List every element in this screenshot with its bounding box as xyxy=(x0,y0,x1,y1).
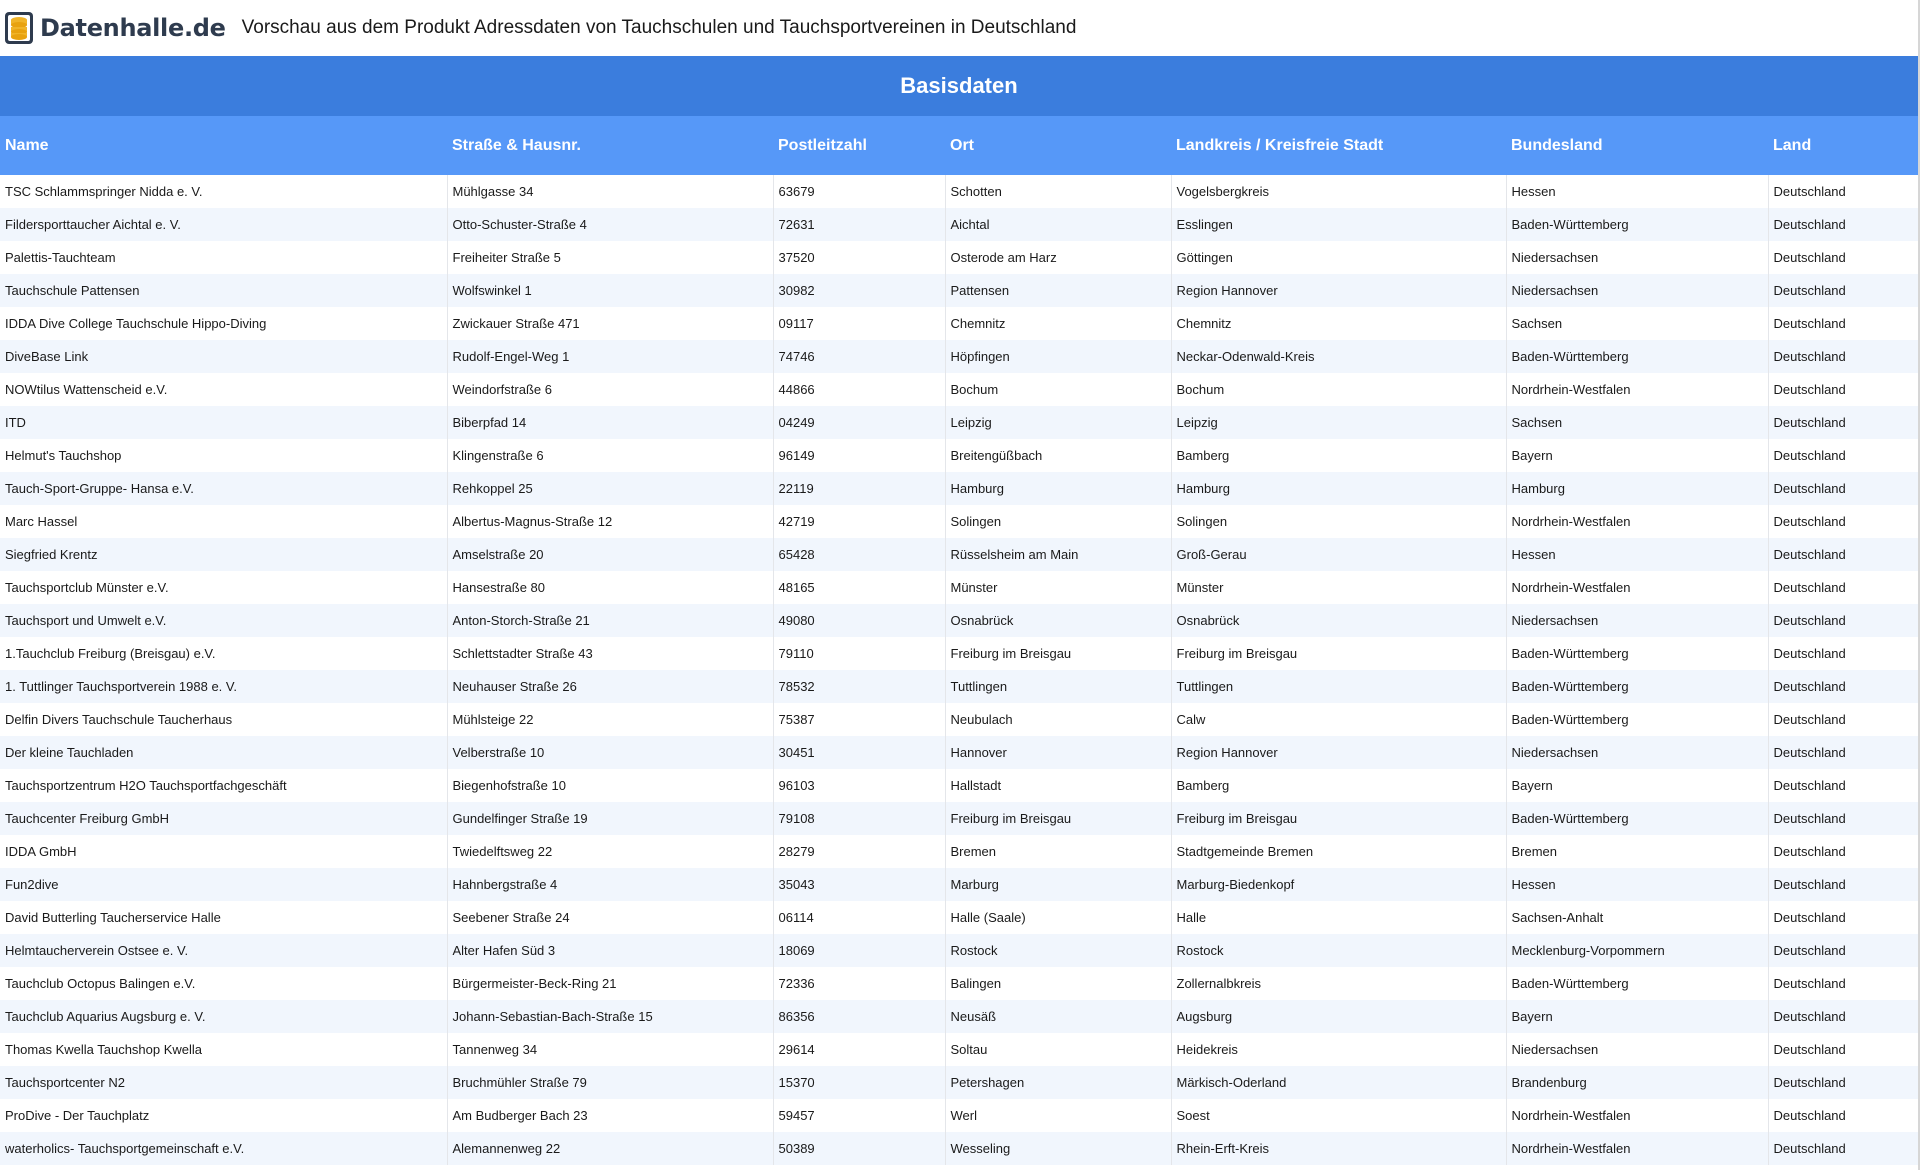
cell-district: Groß-Gerau xyxy=(1171,538,1506,571)
table-row xyxy=(0,208,1918,241)
cell-street: Velberstraße 10 xyxy=(447,736,773,769)
cell-state: Hamburg xyxy=(1506,472,1768,505)
cell-country: Deutschland xyxy=(1768,604,1918,637)
cell-state: Niedersachsen xyxy=(1506,274,1768,307)
cell-city: Werl xyxy=(945,1099,1171,1132)
cell-state: Baden-Württemberg xyxy=(1506,670,1768,703)
cell-state: Bayern xyxy=(1506,769,1768,802)
cell-country: Deutschland xyxy=(1768,340,1918,373)
table-row xyxy=(0,1033,1918,1066)
cell-state: Baden-Württemberg xyxy=(1506,637,1768,670)
cell-country: Deutschland xyxy=(1768,703,1918,736)
cell-postal-code: 65428 xyxy=(773,538,945,571)
cell-name: Tauchclub Aquarius Augsburg e. V. xyxy=(0,1000,447,1033)
cell-name: DiveBase Link xyxy=(0,340,447,373)
cell-street: Albertus-Magnus-Straße 12 xyxy=(447,505,773,538)
cell-district: Calw xyxy=(1171,703,1506,736)
cell-country: Deutschland xyxy=(1768,736,1918,769)
cell-city: Rostock xyxy=(945,934,1171,967)
cell-street: Freiheiter Straße 5 xyxy=(447,241,773,274)
cell-state: Nordrhein-Westfalen xyxy=(1506,1099,1768,1132)
cell-state: Niedersachsen xyxy=(1506,736,1768,769)
cell-country: Deutschland xyxy=(1768,208,1918,241)
cell-country: Deutschland xyxy=(1768,1000,1918,1033)
cell-city: Pattensen xyxy=(945,274,1171,307)
cell-state: Hessen xyxy=(1506,868,1768,901)
column-header-name: Name xyxy=(0,116,447,175)
cell-state: Sachsen-Anhalt xyxy=(1506,901,1768,934)
cell-district: Freiburg im Breisgau xyxy=(1171,802,1506,835)
cell-postal-code: 75387 xyxy=(773,703,945,736)
cell-district: Bamberg xyxy=(1171,439,1506,472)
cell-name: Der kleine Tauchladen xyxy=(0,736,447,769)
cell-country: Deutschland xyxy=(1768,967,1918,1000)
cell-state: Sachsen xyxy=(1506,406,1768,439)
column-header-country: Land xyxy=(1768,116,1918,175)
cell-street: Biberpfad 14 xyxy=(447,406,773,439)
cell-state: Brandenburg xyxy=(1506,1066,1768,1099)
cell-country: Deutschland xyxy=(1768,868,1918,901)
cell-district: Rostock xyxy=(1171,934,1506,967)
cell-name: ITD xyxy=(0,406,447,439)
cell-city: Bremen xyxy=(945,835,1171,868)
cell-country: Deutschland xyxy=(1768,769,1918,802)
cell-city: Halle (Saale) xyxy=(945,901,1171,934)
cell-district: Region Hannover xyxy=(1171,274,1506,307)
cell-city: Osterode am Harz xyxy=(945,241,1171,274)
logo-text: Datenhalle.de xyxy=(40,14,226,42)
cell-street: Neuhauser Straße 26 xyxy=(447,670,773,703)
table-row xyxy=(0,406,1918,439)
cell-country: Deutschland xyxy=(1768,538,1918,571)
cell-country: Deutschland xyxy=(1768,274,1918,307)
cell-name: David Butterling Taucherservice Halle xyxy=(0,901,447,934)
cell-city: Osnabrück xyxy=(945,604,1171,637)
cell-country: Deutschland xyxy=(1768,571,1918,604)
cell-street: Seebener Straße 24 xyxy=(447,901,773,934)
cell-state: Hessen xyxy=(1506,538,1768,571)
table-row xyxy=(0,340,1918,373)
cell-street: Biegenhofstraße 10 xyxy=(447,769,773,802)
cell-street: Schlettstadter Straße 43 xyxy=(447,637,773,670)
cell-name: Fun2dive xyxy=(0,868,447,901)
cell-city: Hannover xyxy=(945,736,1171,769)
cell-country: Deutschland xyxy=(1768,175,1918,208)
cell-name: Tauchsport und Umwelt e.V. xyxy=(0,604,447,637)
cell-postal-code: 72631 xyxy=(773,208,945,241)
cell-country: Deutschland xyxy=(1768,1132,1918,1165)
cell-country: Deutschland xyxy=(1768,505,1918,538)
cell-street: Mühlsteige 22 xyxy=(447,703,773,736)
cell-name: Tauchschule Pattensen xyxy=(0,274,447,307)
table-row xyxy=(0,538,1918,571)
cell-name: Tauchclub Octopus Balingen e.V. xyxy=(0,967,447,1000)
cell-city: Breitengüßbach xyxy=(945,439,1171,472)
cell-district: Stadtgemeinde Bremen xyxy=(1171,835,1506,868)
table-row xyxy=(0,901,1918,934)
table-row xyxy=(0,571,1918,604)
cell-street: Gundelfinger Straße 19 xyxy=(447,802,773,835)
cell-name: Marc Hassel xyxy=(0,505,447,538)
cell-postal-code: 35043 xyxy=(773,868,945,901)
table-row xyxy=(0,373,1918,406)
cell-country: Deutschland xyxy=(1768,934,1918,967)
cell-name: Helmut's Tauchshop xyxy=(0,439,447,472)
cell-postal-code: 28279 xyxy=(773,835,945,868)
cell-postal-code: 59457 xyxy=(773,1099,945,1132)
cell-city: Aichtal xyxy=(945,208,1171,241)
cell-state: Mecklenburg-Vorpommern xyxy=(1506,934,1768,967)
cell-country: Deutschland xyxy=(1768,241,1918,274)
cell-city: Hamburg xyxy=(945,472,1171,505)
page-title: Vorschau aus dem Produkt Adressdaten von Tauchschulen und Tauchsportvereinen in Deutschland xyxy=(241,17,1077,38)
cell-city: Münster xyxy=(945,571,1171,604)
cell-city: Petershagen xyxy=(945,1066,1171,1099)
cell-state: Baden-Württemberg xyxy=(1506,802,1768,835)
cell-street: Am Budberger Bach 23 xyxy=(447,1099,773,1132)
table-row xyxy=(0,1099,1918,1132)
column-header-city: Ort xyxy=(945,116,1171,175)
cell-postal-code: 30451 xyxy=(773,736,945,769)
cell-district: Augsburg xyxy=(1171,1000,1506,1033)
cell-postal-code: 18069 xyxy=(773,934,945,967)
cell-country: Deutschland xyxy=(1768,1033,1918,1066)
cell-city: Wesseling xyxy=(945,1132,1171,1165)
cell-street: Otto-Schuster-Straße 4 xyxy=(447,208,773,241)
cell-state: Nordrhein-Westfalen xyxy=(1506,505,1768,538)
cell-district: Tuttlingen xyxy=(1171,670,1506,703)
cell-country: Deutschland xyxy=(1768,1099,1918,1132)
cell-postal-code: 49080 xyxy=(773,604,945,637)
cell-state: Baden-Württemberg xyxy=(1506,208,1768,241)
cell-street: Bruchmühler Straße 79 xyxy=(447,1066,773,1099)
cell-name: Tauchcenter Freiburg GmbH xyxy=(0,802,447,835)
cell-postal-code: 50389 xyxy=(773,1132,945,1165)
cell-city: Schotten xyxy=(945,175,1171,208)
cell-district: Bamberg xyxy=(1171,769,1506,802)
cell-street: Amselstraße 20 xyxy=(447,538,773,571)
cell-district: Region Hannover xyxy=(1171,736,1506,769)
cell-country: Deutschland xyxy=(1768,373,1918,406)
cell-name: Palettis-Tauchteam xyxy=(0,241,447,274)
table-row xyxy=(0,736,1918,769)
cell-state: Hessen xyxy=(1506,175,1768,208)
cell-name: 1.Tauchclub Freiburg (Breisgau) e.V. xyxy=(0,637,447,670)
cell-state: Niedersachsen xyxy=(1506,241,1768,274)
cell-country: Deutschland xyxy=(1768,901,1918,934)
cell-name: IDDA GmbH xyxy=(0,835,447,868)
cell-district: Vogelsbergkreis xyxy=(1171,175,1506,208)
cell-postal-code: 22119 xyxy=(773,472,945,505)
cell-country: Deutschland xyxy=(1768,1066,1918,1099)
cell-country: Deutschland xyxy=(1768,472,1918,505)
cell-name: ProDive - Der Tauchplatz xyxy=(0,1099,447,1132)
cell-postal-code: 06114 xyxy=(773,901,945,934)
cell-postal-code: 44866 xyxy=(773,373,945,406)
cell-state: Bayern xyxy=(1506,439,1768,472)
cell-name: TSC Schlammspringer Nidda e. V. xyxy=(0,175,447,208)
cell-postal-code: 96103 xyxy=(773,769,945,802)
cell-name: Helmtaucherverein Ostsee e. V. xyxy=(0,934,447,967)
cell-street: Wolfswinkel 1 xyxy=(447,274,773,307)
cell-name: Tauch-Sport-Gruppe- Hansa e.V. xyxy=(0,472,447,505)
cell-district: Märkisch-Oderland xyxy=(1171,1066,1506,1099)
cell-name: NOWtilus Wattenscheid e.V. xyxy=(0,373,447,406)
cell-city: Hallstadt xyxy=(945,769,1171,802)
cell-postal-code: 79108 xyxy=(773,802,945,835)
cell-postal-code: 74746 xyxy=(773,340,945,373)
column-header-street: Straße & Hausnr. xyxy=(447,116,773,175)
cell-name: IDDA Dive College Tauchschule Hippo-Diving xyxy=(0,307,447,340)
cell-city: Rüsselsheim am Main xyxy=(945,538,1171,571)
cell-district: Neckar-Odenwald-Kreis xyxy=(1171,340,1506,373)
cell-street: Anton-Storch-Straße 21 xyxy=(447,604,773,637)
cell-state: Nordrhein-Westfalen xyxy=(1506,373,1768,406)
cell-district: Heidekreis xyxy=(1171,1033,1506,1066)
cell-postal-code: 30982 xyxy=(773,274,945,307)
table-row xyxy=(0,439,1918,472)
database-icon xyxy=(4,11,34,45)
cell-district: Hamburg xyxy=(1171,472,1506,505)
cell-district: Freiburg im Breisgau xyxy=(1171,637,1506,670)
table-row xyxy=(0,637,1918,670)
cell-country: Deutschland xyxy=(1768,670,1918,703)
cell-city: Leipzig xyxy=(945,406,1171,439)
table-row xyxy=(0,241,1918,274)
cell-postal-code: 29614 xyxy=(773,1033,945,1066)
cell-country: Deutschland xyxy=(1768,637,1918,670)
table-row xyxy=(0,703,1918,736)
table-row xyxy=(0,670,1918,703)
cell-name: Siegfried Krentz xyxy=(0,538,447,571)
cell-state: Nordrhein-Westfalen xyxy=(1506,571,1768,604)
cell-city: Marburg xyxy=(945,868,1171,901)
table-row xyxy=(0,835,1918,868)
table-row xyxy=(0,175,1918,208)
cell-postal-code: 63679 xyxy=(773,175,945,208)
table-row xyxy=(0,604,1918,637)
table-row xyxy=(0,274,1918,307)
table-row xyxy=(0,505,1918,538)
cell-district: Zollernalbkreis xyxy=(1171,967,1506,1000)
cell-city: Solingen xyxy=(945,505,1171,538)
cell-postal-code: 79110 xyxy=(773,637,945,670)
cell-district: Soest xyxy=(1171,1099,1506,1132)
cell-district: Solingen xyxy=(1171,505,1506,538)
cell-name: Fildersporttaucher Aichtal e. V. xyxy=(0,208,447,241)
cell-district: Osnabrück xyxy=(1171,604,1506,637)
cell-country: Deutschland xyxy=(1768,406,1918,439)
cell-street: Johann-Sebastian-Bach-Straße 15 xyxy=(447,1000,773,1033)
cell-district: Esslingen xyxy=(1171,208,1506,241)
cell-district: Leipzig xyxy=(1171,406,1506,439)
cell-postal-code: 72336 xyxy=(773,967,945,1000)
cell-country: Deutschland xyxy=(1768,439,1918,472)
cell-postal-code: 48165 xyxy=(773,571,945,604)
cell-state: Niedersachsen xyxy=(1506,1033,1768,1066)
cell-district: Rhein-Erft-Kreis xyxy=(1171,1132,1506,1165)
cell-street: Hansestraße 80 xyxy=(447,571,773,604)
cell-district: Halle xyxy=(1171,901,1506,934)
cell-state: Bremen xyxy=(1506,835,1768,868)
cell-city: Neubulach xyxy=(945,703,1171,736)
cell-state: Bayern xyxy=(1506,1000,1768,1033)
cell-street: Hahnbergstraße 4 xyxy=(447,868,773,901)
cell-city: Freiburg im Breisgau xyxy=(945,637,1171,670)
cell-postal-code: 96149 xyxy=(773,439,945,472)
cell-state: Sachsen xyxy=(1506,307,1768,340)
table-row xyxy=(0,769,1918,802)
cell-state: Niedersachsen xyxy=(1506,604,1768,637)
table-row xyxy=(0,802,1918,835)
column-header-state: Bundesland xyxy=(1506,116,1768,175)
cell-postal-code: 78532 xyxy=(773,670,945,703)
cell-country: Deutschland xyxy=(1768,802,1918,835)
cell-state: Baden-Württemberg xyxy=(1506,340,1768,373)
column-header-district: Landkreis / Kreisfreie Stadt xyxy=(1171,116,1506,175)
cell-postal-code: 37520 xyxy=(773,241,945,274)
cell-street: Tannenweg 34 xyxy=(447,1033,773,1066)
cell-postal-code: 15370 xyxy=(773,1066,945,1099)
table-row xyxy=(0,472,1918,505)
cell-state: Nordrhein-Westfalen xyxy=(1506,1132,1768,1165)
cell-street: Alemannenweg 22 xyxy=(447,1132,773,1165)
cell-district: Chemnitz xyxy=(1171,307,1506,340)
table-row xyxy=(0,1000,1918,1033)
cell-city: Tuttlingen xyxy=(945,670,1171,703)
cell-city: Neusäß xyxy=(945,1000,1171,1033)
cell-country: Deutschland xyxy=(1768,835,1918,868)
cell-street: Rehkoppel 25 xyxy=(447,472,773,505)
cell-district: Göttingen xyxy=(1171,241,1506,274)
table-row xyxy=(0,934,1918,967)
table-row xyxy=(0,1132,1918,1165)
cell-name: Tauchsportclub Münster e.V. xyxy=(0,571,447,604)
cell-city: Balingen xyxy=(945,967,1171,1000)
cell-district: Münster xyxy=(1171,571,1506,604)
cell-street: Rudolf-Engel-Weg 1 xyxy=(447,340,773,373)
cell-postal-code: 04249 xyxy=(773,406,945,439)
table-body xyxy=(0,175,1918,1165)
cell-city: Bochum xyxy=(945,373,1171,406)
cell-postal-code: 86356 xyxy=(773,1000,945,1033)
cell-name: waterholics- Tauchsportgemeinschaft e.V. xyxy=(0,1132,447,1165)
top-bar xyxy=(0,0,1918,56)
cell-name: Tauchsportcenter N2 xyxy=(0,1066,447,1099)
cell-district: Marburg-Biedenkopf xyxy=(1171,868,1506,901)
cell-street: Mühlgasse 34 xyxy=(447,175,773,208)
cell-district: Bochum xyxy=(1171,373,1506,406)
cell-street: Bürgermeister-Beck-Ring 21 xyxy=(447,967,773,1000)
cell-city: Höpfingen xyxy=(945,340,1171,373)
address-table xyxy=(0,116,1918,1165)
cell-city: Chemnitz xyxy=(945,307,1171,340)
column-header-postal-code: Postleitzahl xyxy=(773,116,945,175)
table-row xyxy=(0,868,1918,901)
section-header-basisdaten: Basisdaten xyxy=(0,56,1918,116)
cell-street: Weindorfstraße 6 xyxy=(447,373,773,406)
cell-name: 1. Tuttlinger Tauchsportverein 1988 e. V. xyxy=(0,670,447,703)
cell-country: Deutschland xyxy=(1768,307,1918,340)
cell-postal-code: 42719 xyxy=(773,505,945,538)
cell-street: Twiedelftsweg 22 xyxy=(447,835,773,868)
logo[interactable] xyxy=(4,11,226,45)
cell-name: Delfin Divers Tauchschule Taucherhaus xyxy=(0,703,447,736)
cell-street: Alter Hafen Süd 3 xyxy=(447,934,773,967)
table-row xyxy=(0,1066,1918,1099)
table-row xyxy=(0,967,1918,1000)
table-row xyxy=(0,307,1918,340)
table-header-row xyxy=(0,116,1918,175)
cell-city: Soltau xyxy=(945,1033,1171,1066)
cell-name: Thomas Kwella Tauchshop Kwella xyxy=(0,1033,447,1066)
cell-state: Baden-Württemberg xyxy=(1506,703,1768,736)
cell-city: Freiburg im Breisgau xyxy=(945,802,1171,835)
cell-street: Zwickauer Straße 471 xyxy=(447,307,773,340)
cell-postal-code: 09117 xyxy=(773,307,945,340)
cell-state: Baden-Württemberg xyxy=(1506,967,1768,1000)
cell-street: Klingenstraße 6 xyxy=(447,439,773,472)
cell-name: Tauchsportzentrum H2O Tauchsportfachgeschäft xyxy=(0,769,447,802)
